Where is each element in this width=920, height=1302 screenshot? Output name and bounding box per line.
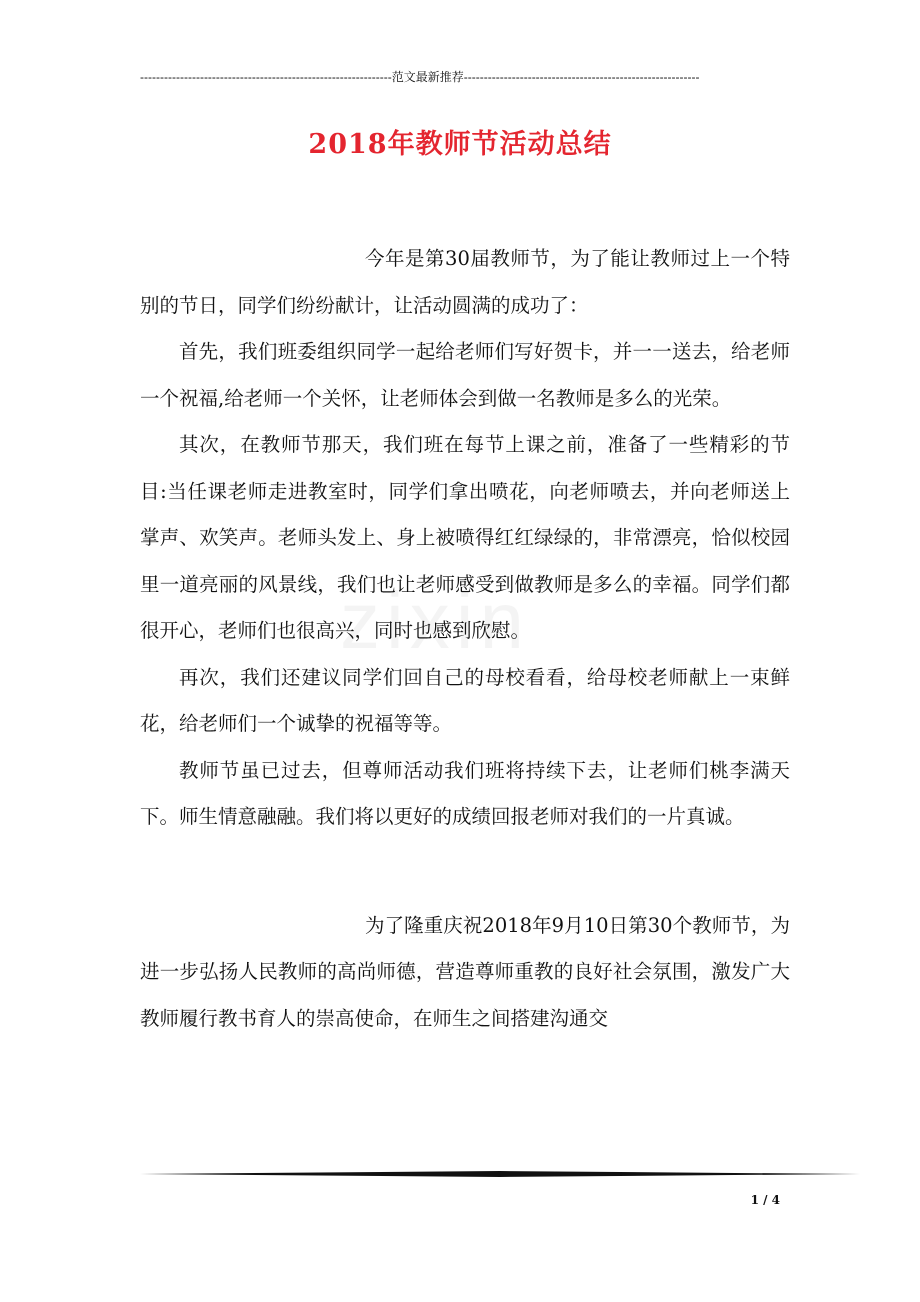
paragraph-conclusion: 教师节虽已过去，但尊师活动我们班将持续下去，让老师们桃李满天下。师生情意融融。我们将以更好的成绩回报老师对我们的一片真诚。 — [140, 758, 790, 828]
running-header: ---------------------------------------------------------------范文最新推荐----------------------------------------------------------- — [140, 70, 700, 84]
document-title: 2018年教师节活动总结 — [308, 129, 612, 160]
footer-rule — [140, 1170, 860, 1178]
paragraph-intro: 今年是第30届教师节，为了能让教师过上一个特别的节日，同学们纷纷献计，让活动圆满的成功了： — [140, 247, 790, 317]
paragraph-second: 其次，在教师节那天，我们班在每节上课之前，准备了一些精彩的节目:当任课老师走进教室时，同学们拿出喷花，向老师喷去，并向老师送上掌声、欢笑声。老师头发上、身上被喷得红红绿绿的，非常漂亮，恰似校园里一道亮丽的风景线，我们也让老师感受到做教师是多么的幸福。同学们都很开心，老师们也很高兴，同时也感到欣慰。 — [140, 433, 790, 642]
paragraph-first: 首先，我们班委组织同学一起给老师们写好贺卡，并一一送去，给老师一个祝福,给老师一个关怀，让老师体会到做一名教师是多么的光荣。 — [140, 340, 790, 410]
section-gap — [140, 841, 790, 903]
paragraph-second-article: 为了隆重庆祝2018年9月10日第30个教师节，为进一步弘扬人民教师的高尚师德，营造尊师重教的良好社会氛围，激发广大教师履行教书育人的崇高使命，在师生之间搭建沟通交 — [140, 913, 790, 1030]
paragraph-third: 再次，我们还建议同学们回自己的母校看看，给母校老师献上一束鲜花，给老师们一个诚挚的祝福等等。 — [140, 665, 790, 735]
document-body — [140, 236, 790, 1042]
page-number: 1 / 4 — [750, 1193, 780, 1207]
